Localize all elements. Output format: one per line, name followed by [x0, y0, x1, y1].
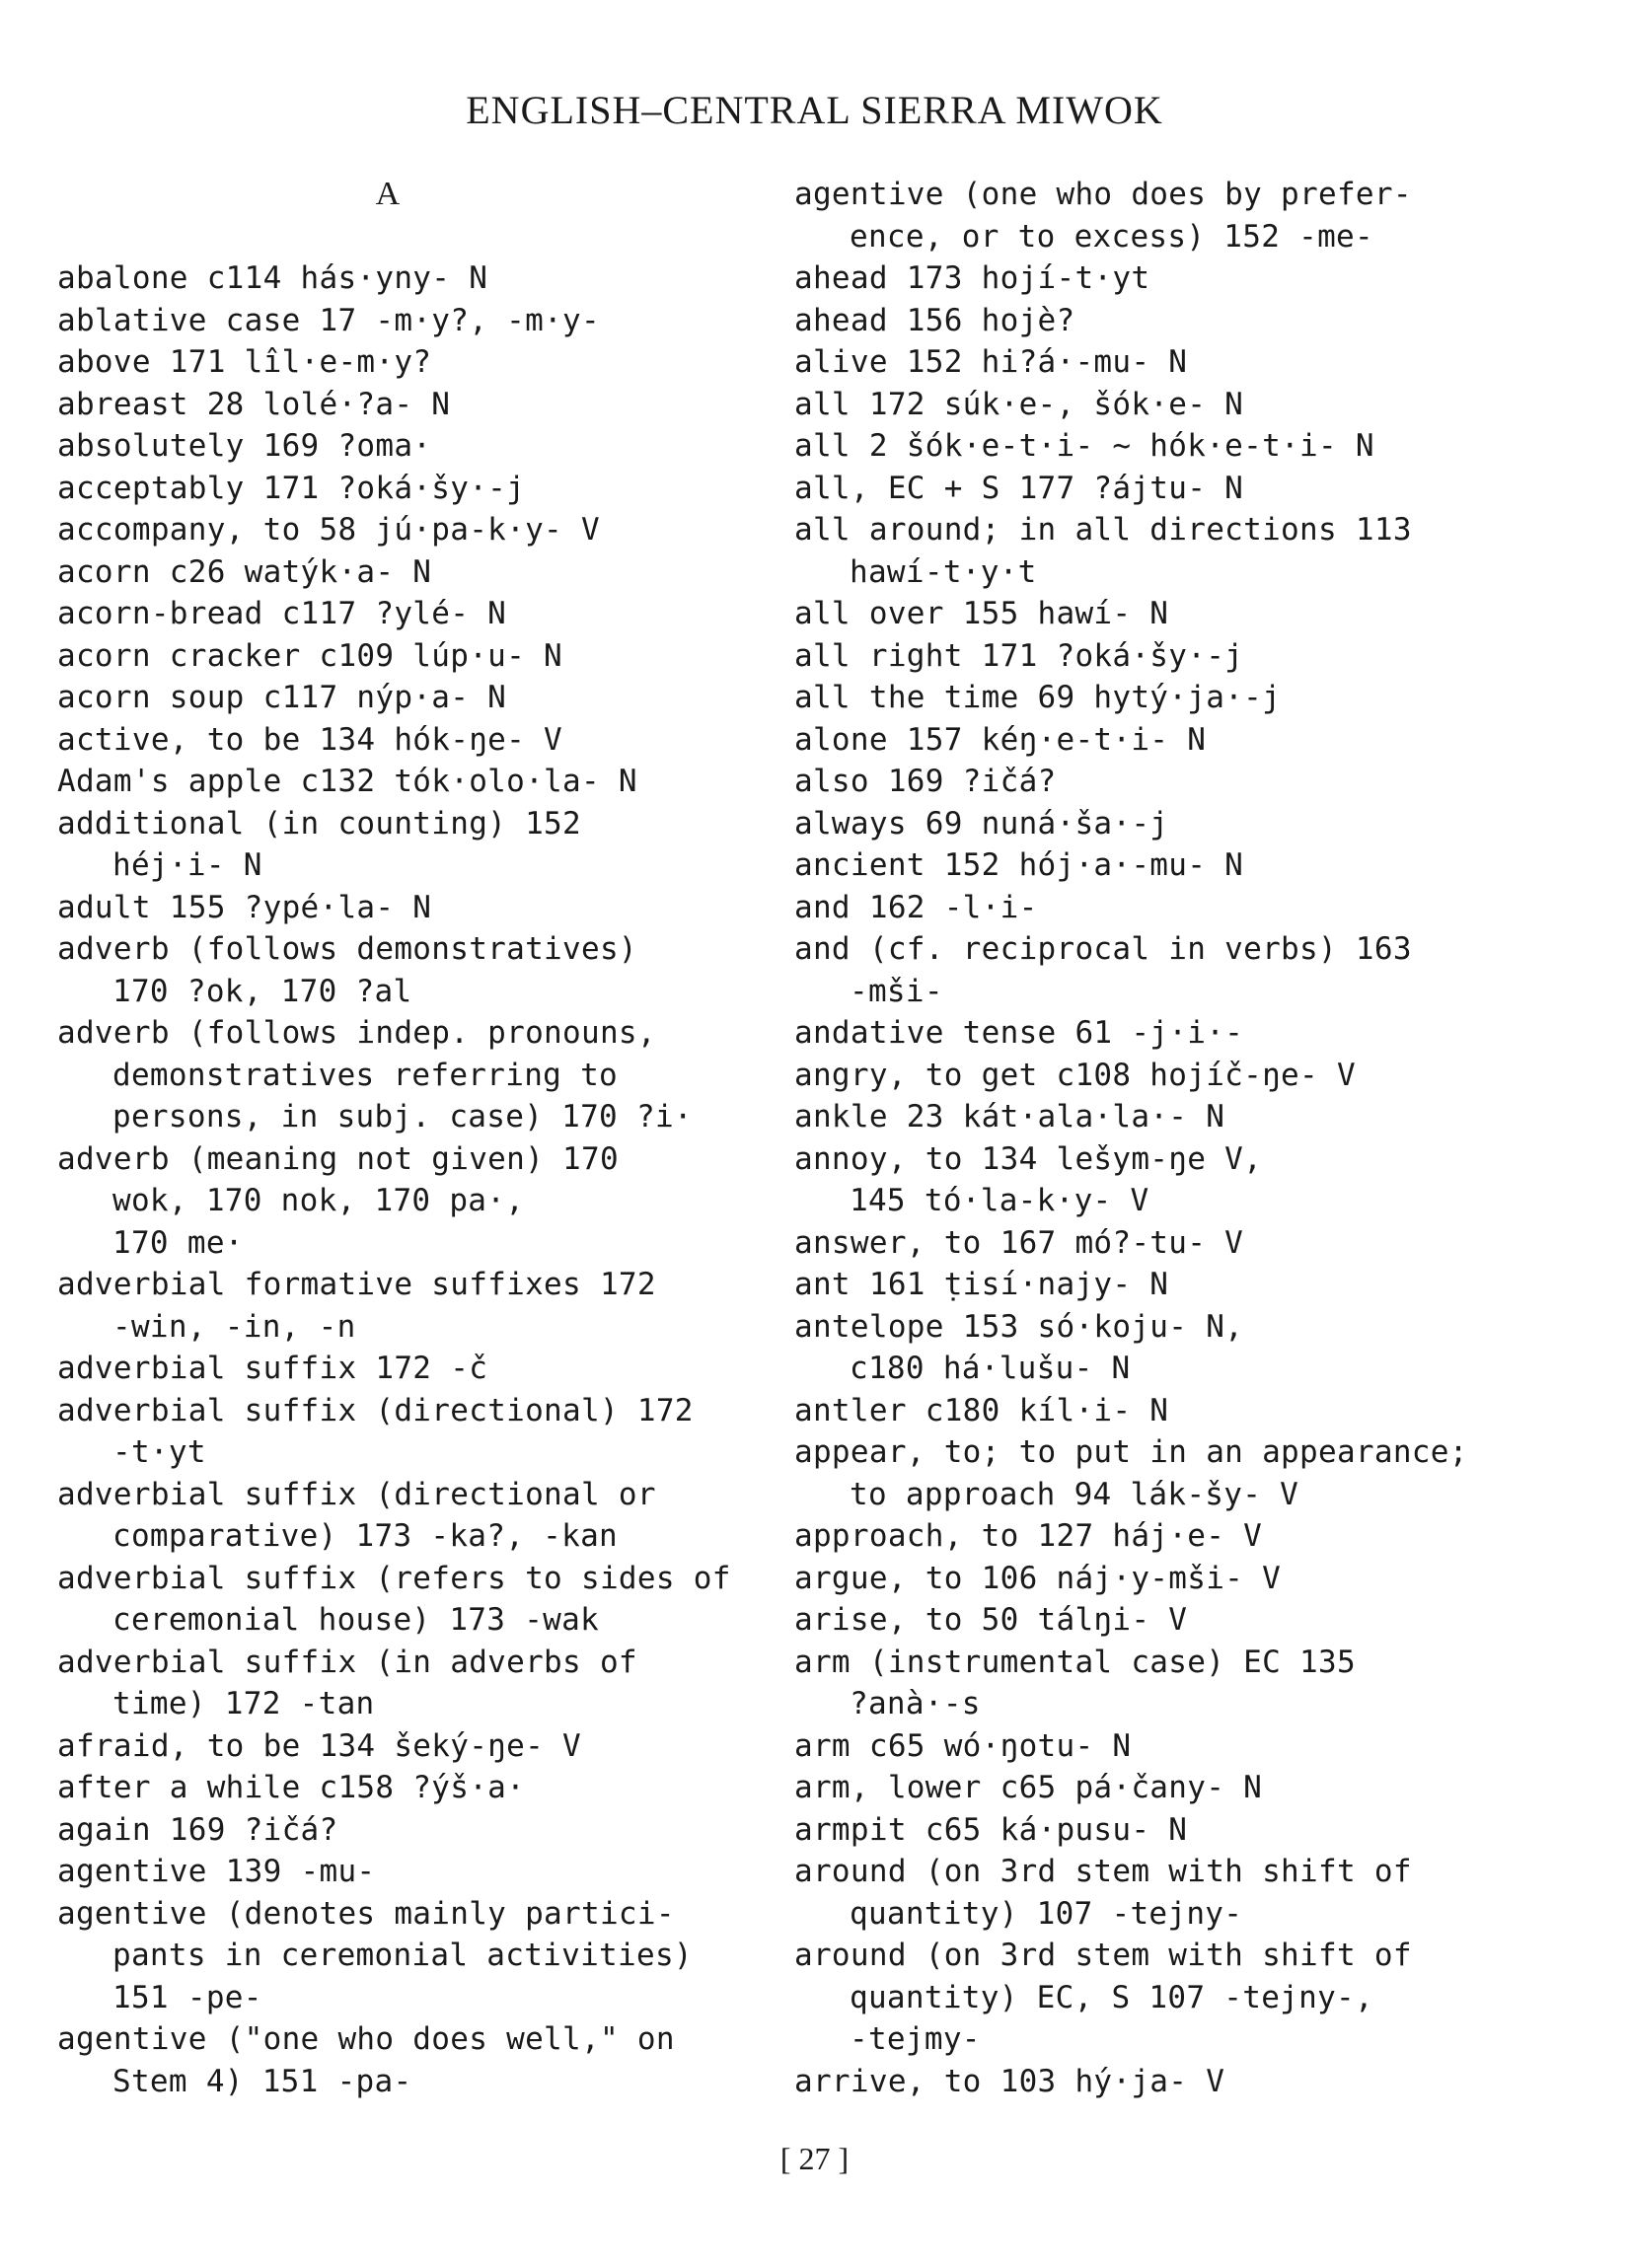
- dictionary-entry: [57, 468, 758, 510]
- entry-line: after a while c158 ?ýš·a·: [57, 1770, 526, 1805]
- dictionary-entry: [794, 1642, 1584, 1725]
- dictionary-entry: [794, 1809, 1584, 1852]
- dictionary-entry: [794, 1306, 1584, 1390]
- dictionary-entry: [57, 257, 758, 300]
- entry-line: and (cf. reciprocal in verbs) 163: [794, 931, 1412, 967]
- entry-line: absolutely 169 ?oma·: [57, 428, 432, 464]
- dictionary-entry: [57, 1893, 758, 2019]
- dictionary-entry: [794, 844, 1584, 887]
- entry-line: andative tense 61 -j·i·-: [794, 1015, 1244, 1051]
- entry-line: arm c65 wó·ŋotu- N: [794, 1727, 1132, 1764]
- dictionary-entry: [57, 300, 758, 342]
- entry-continuation: c180 há·lušu- N: [850, 1351, 1131, 1386]
- dictionary-entry: [57, 635, 758, 678]
- dictionary-entry: [794, 1138, 1584, 1222]
- entry-line: alive 152 hi?á·-mu- N: [794, 344, 1188, 380]
- entry-line: acceptably 171 ?oká·šy·-j: [57, 470, 526, 506]
- entry-line: Adam's apple c132 tók·olo·la- N: [57, 764, 637, 799]
- dictionary-entry: [57, 928, 758, 1012]
- entry-line: adverb (meaning not given) 170: [57, 1140, 619, 1177]
- entry-line: arm, lower c65 pá·čany- N: [794, 1770, 1263, 1805]
- entry-line: ancient 152 hój·a·-mu- N: [794, 847, 1244, 883]
- entry-line: annoy, to 134 lešym-ŋe V,: [794, 1140, 1263, 1177]
- entry-line: active, to be 134 hók-ŋe- V: [57, 721, 563, 758]
- dictionary-entry: [794, 300, 1584, 342]
- dictionary-entry: [794, 1935, 1584, 2061]
- dictionary-entry: [57, 341, 758, 384]
- dictionary-entry: [57, 1138, 758, 1265]
- entry-line: adverbial suffix (directional) 172: [57, 1392, 694, 1428]
- entry-line: adverbial suffix 172 -č: [57, 1351, 488, 1386]
- dictionary-entry: [794, 928, 1584, 1012]
- dictionary-entry: [57, 1809, 758, 1852]
- entry-line: around (on 3rd stem with shift of: [794, 1854, 1412, 1889]
- dictionary-entry: [794, 341, 1584, 384]
- entry-line: adverb (follows demonstratives): [57, 931, 637, 967]
- entry-line: accompany, to 58 jú·pa-k·y- V: [57, 512, 600, 548]
- dictionary-entry: [794, 1012, 1584, 1055]
- entry-line: agentive (denotes mainly partici-: [57, 1895, 675, 1932]
- dictionary-entry: [57, 761, 758, 803]
- entry-line: acorn c26 watýk·a- N: [57, 553, 432, 590]
- dictionary-entry: [794, 1767, 1584, 1809]
- entry-line: agentive ("one who does well," on: [57, 2021, 675, 2057]
- entry-line: all, EC + S 177 ?ájtu- N: [794, 470, 1244, 506]
- dictionary-entry: [794, 1431, 1584, 1515]
- dictionary-entry: [794, 1599, 1584, 1642]
- entry-continuation: pants in ceremonial activities): [112, 1938, 693, 1973]
- entry-continuation: 145 tó·la-k·y- V: [850, 1183, 1149, 1218]
- entry-line: armpit c65 ká·pusu- N: [794, 1811, 1188, 1848]
- dictionary-entry: [57, 1012, 758, 1138]
- entry-line: argue, to 106 náj·y-mši- V: [794, 1560, 1282, 1596]
- entry-line: all 172 súk·e-, šók·e- N: [794, 386, 1244, 422]
- entry-continuation: héj·i- N: [112, 847, 262, 883]
- dictionary-entry: [794, 719, 1584, 762]
- dictionary-entry: [57, 1558, 758, 1642]
- entry-line: approach, to 127 háj·e- V: [794, 1518, 1263, 1554]
- entry-continuation: to approach 94 lák-šy- V: [850, 1476, 1299, 1512]
- dictionary-entry: [794, 468, 1584, 510]
- dictionary-entry: [794, 803, 1584, 845]
- dictionary-entry: [794, 425, 1584, 468]
- left-column: [57, 174, 758, 2102]
- entry-line: ankle 23 kát·ala·la·- N: [794, 1099, 1225, 1134]
- entry-line: antelope 153 só·koju- N,: [794, 1308, 1244, 1345]
- right-column: [794, 174, 1584, 2102]
- entry-line: agentive (one who does by prefer-: [794, 177, 1412, 212]
- entry-line: antler c180 kíl·i- N: [794, 1392, 1169, 1428]
- entry-continuation: ceremonial house) 173 -wak: [112, 1602, 600, 1638]
- entry-continuation: persons, in subj. case) 170 ?i·: [112, 1099, 693, 1134]
- entry-continuation: Stem 4) 151 -pa-: [112, 2063, 412, 2099]
- section-letter: A: [375, 176, 401, 212]
- entry-continuation: comparative) 173 -ka?, -kan: [112, 1518, 619, 1554]
- dictionary-entry: [57, 425, 758, 468]
- dictionary-entry: [57, 803, 758, 887]
- entry-line: adverbial suffix (in adverbs of: [57, 1644, 637, 1680]
- dictionary-entry: [794, 1515, 1584, 1558]
- dictionary-entry: [794, 887, 1584, 929]
- dictionary-entry: [794, 1725, 1584, 1768]
- entry-line: additional (in counting) 152: [57, 805, 581, 841]
- entry-line: also 169 ?ičá?: [794, 764, 1057, 799]
- dictionary-entry: [794, 1096, 1584, 1138]
- entry-line: all right 171 ?oká·šy·-j: [794, 637, 1244, 674]
- page-number: [ 27 ]: [779, 2141, 850, 2176]
- dictionary-entry: [57, 384, 758, 426]
- entry-line: always 69 nuná·ša·-j: [794, 805, 1169, 841]
- page-title: ENGLISH–CENTRAL SIERRA MIWOK: [466, 88, 1163, 132]
- entry-line: arise, to 50 tálŋi- V: [794, 1602, 1188, 1638]
- dictionary-entry: [794, 593, 1584, 635]
- entry-line: afraid, to be 134 šeký-ŋe- V: [57, 1727, 581, 1764]
- entry-line: ahead 156 hojè?: [794, 302, 1075, 338]
- dictionary-entry: [57, 1390, 758, 1474]
- dictionary-entry: [57, 1348, 758, 1390]
- entry-line: ant 161 ṭisí·najy- N: [794, 1267, 1169, 1302]
- entry-line: adverbial suffix (directional or: [57, 1476, 656, 1512]
- entry-line: ahead 173 hojí-t·yt: [794, 260, 1150, 296]
- entry-line: all 2 šók·e-t·i- ~ hók·e-t·i- N: [794, 428, 1374, 464]
- entry-line: adverbial suffix (refers to sides of: [57, 1560, 731, 1596]
- entry-line: all the time 69 hytý·ja·-j: [794, 680, 1282, 715]
- dictionary-entry: [57, 1264, 758, 1348]
- entry-line: answer, to 167 mó?-tu- V: [794, 1224, 1244, 1261]
- entry-line: acorn soup c117 nýp·a- N: [57, 680, 507, 715]
- dictionary-entry: [57, 1642, 758, 1725]
- entry-continuation: -t·yt: [112, 1434, 206, 1470]
- dictionary-entry: [57, 887, 758, 929]
- dictionary-entry: [57, 1851, 758, 1893]
- dictionary-entry: [794, 1264, 1584, 1306]
- dictionary-entry: [794, 761, 1584, 803]
- entry-line: and 162 -l·i-: [794, 889, 1038, 925]
- entry-line: arm (instrumental case) EC 135: [794, 1644, 1356, 1680]
- dictionary-entry: [794, 384, 1584, 426]
- entry-continuation: ence, or to excess) 152 -me-: [850, 218, 1373, 255]
- dictionary-entry: [794, 1851, 1584, 1935]
- dictionary-entry: [794, 1222, 1584, 1265]
- entry-line: alone 157 kéŋ·e-t·i- N: [794, 721, 1207, 758]
- entry-line: ablative case 17 -m·y?, -m·y-: [57, 302, 600, 338]
- entry-continuation: -win, -in, -n: [112, 1308, 356, 1345]
- dictionary-entry: [794, 257, 1584, 300]
- dictionary-entry: [57, 677, 758, 719]
- dictionary-entry: [794, 635, 1584, 678]
- entry-continuation: 170 ?ok, 170 ?al: [112, 973, 412, 1009]
- entry-line: above 171 lîl·e-m·y?: [57, 344, 432, 380]
- entry-continuation: 151 -pe-: [112, 1979, 262, 2015]
- dictionary-entry: [57, 1725, 758, 1768]
- dictionary-entry: [57, 593, 758, 635]
- entry-line: abalone c114 hás·yny- N: [57, 260, 488, 296]
- entry-continuation: wok, 170 nok, 170 pa·,: [112, 1183, 525, 1218]
- entry-continuation: quantity) 107 -tejny-: [850, 1895, 1243, 1932]
- entry-line: acorn-bread c117 ?ylé- N: [57, 596, 507, 631]
- dictionary-entry: [794, 174, 1584, 257]
- entry-line: angry, to get c108 hojíč-ŋe- V: [794, 1057, 1356, 1093]
- dictionary-entry: [57, 1767, 758, 1809]
- dictionary-entry: [794, 1055, 1584, 1097]
- entry-line: acorn cracker c109 lúp·u- N: [57, 637, 563, 674]
- entry-line: abreast 28 lolé·?a- N: [57, 386, 451, 422]
- entry-continuation: hawí-t·y·t: [850, 553, 1037, 590]
- entry-line: all over 155 hawí- N: [794, 596, 1169, 631]
- dictionary-entry: [57, 551, 758, 594]
- dictionary-entry: [57, 1474, 758, 1558]
- entry-continuation: 170 me·: [112, 1224, 244, 1261]
- dictionary-entry: [57, 2018, 758, 2102]
- entry-line: adverb (follows indep. pronouns,: [57, 1015, 656, 1051]
- entry-line: adult 155 ?ypé·la- N: [57, 889, 432, 925]
- entry-continuation: ?anà·-s: [850, 1686, 981, 1721]
- dictionary-entry: [794, 1558, 1584, 1600]
- dictionary-entry: [794, 677, 1584, 719]
- entry-line: appear, to; to put in an appearance;: [794, 1434, 1468, 1470]
- entry-line: again 169 ?ičá?: [57, 1811, 338, 1848]
- entry-continuation: time) 172 -tan: [112, 1686, 375, 1721]
- entry-line: adverbial formative suffixes 172: [57, 1267, 656, 1302]
- entry-continuation: -tejmy-: [850, 2021, 981, 2057]
- entry-line: around (on 3rd stem with shift of: [794, 1938, 1412, 1973]
- dictionary-entry: [57, 509, 758, 551]
- entry-continuation: quantity) EC, S 107 -tejny-,: [850, 1979, 1373, 2015]
- dictionary-entry: [794, 509, 1584, 593]
- entry-line: agentive 139 -mu-: [57, 1854, 376, 1889]
- entry-line: all around; in all directions 113: [794, 512, 1412, 548]
- entry-continuation: -mši-: [850, 973, 943, 1009]
- dictionary-entry: [794, 1390, 1584, 1432]
- entry-continuation: demonstratives referring to: [112, 1057, 619, 1093]
- entry-line: arrive, to 103 hý·ja- V: [794, 2063, 1225, 2099]
- dictionary-entry: [57, 719, 758, 762]
- dictionary-entry: [794, 2061, 1584, 2103]
